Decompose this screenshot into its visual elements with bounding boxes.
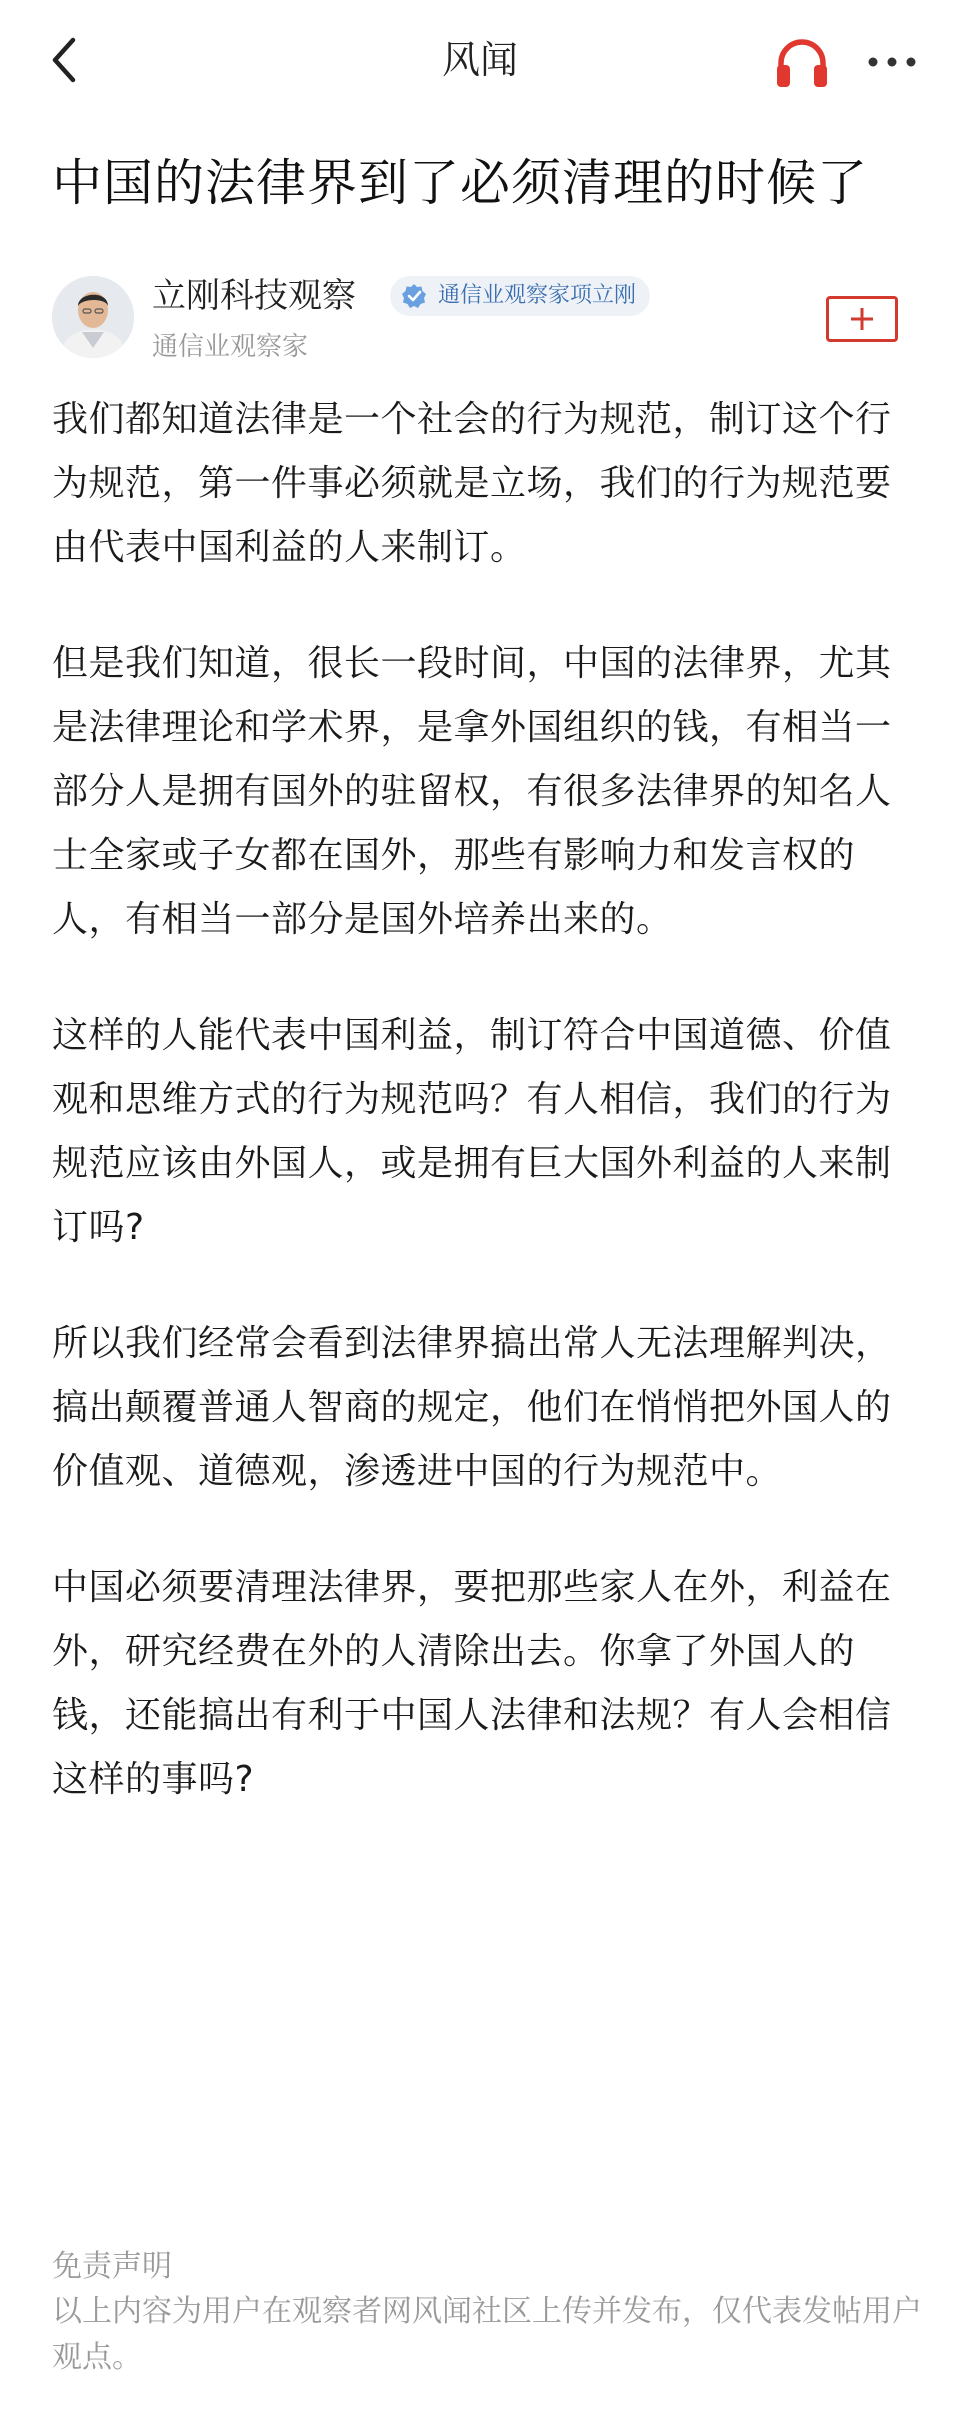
article-body — [52, 388, 914, 1864]
disclaimer-text: 以上内容为用户在观察者网风闻社区上传并发布，仅代表发帖用户观点。 — [52, 2294, 922, 2375]
plus-icon — [848, 305, 876, 333]
article-paragraph: 中国必须要清理法律界，要把那些家人在外，利益在外，研究经费在外的人清除出去。你拿了外国人的钱，还能搞出有利于中国人法律和法规？有人会相信这样的事吗? — [52, 1567, 892, 1800]
follow-button[interactable] — [826, 296, 898, 342]
disclaimer-title: 免责声明 — [52, 2249, 172, 2284]
author-info — [52, 272, 912, 368]
avatar-portrait-icon — [52, 276, 134, 358]
headphones-icon — [773, 35, 831, 89]
author-subtitle: 通信业观察家 — [152, 332, 309, 362]
nav-title-text: 风闻 — [441, 38, 518, 82]
verified-badge-icon — [400, 282, 428, 310]
disclaimer — [52, 2245, 932, 2381]
audio-play-button[interactable] — [770, 30, 834, 94]
article-paragraph: 这样的人能代表中国利益，制订符合中国道德、价值观和思维方式的行为规范吗？有人相信，我们的行为规范应该由外国人，或是拥有巨大国外利益的人来制订吗? — [52, 1015, 892, 1248]
article-paragraph: 所以我们经常会看到法律界搞出常人无法理解判决，搞出颠覆普通人智商的规定，他们在悄悄把外国人的价值观、道德观，渗透进中国的行为规范中。 — [52, 1323, 892, 1492]
author-avatar[interactable] — [52, 276, 134, 358]
top-navigation-bar — [0, 0, 960, 128]
article-title: 中国的法律界到了必须清理的时候了 — [52, 154, 868, 212]
more-options-button[interactable] — [860, 30, 924, 94]
verified-badge-text: 通信业观察家项立刚 — [438, 283, 637, 308]
verified-badge — [390, 276, 650, 316]
article-paragraph: 我们都知道法律是一个社会的行为规范，制订这个行为规范，第一件事必须就是立场，我们的行为规范要由代表中国利益的人来制订。 — [52, 399, 892, 568]
article-paragraph: 但是我们知道，很长一段时间，中国的法律界，尤其是法律理论和学术界，是拿外国组织的钱，有相当一部分人是拥有国外的驻留权，有很多法律界的知名人士全家或子女都在国外，那些有影响力和发言权的人，有相当一部分是国外培养出来的。 — [52, 643, 892, 940]
author-name[interactable]: 立刚科技观察 — [152, 276, 356, 316]
more-dots-icon — [867, 56, 917, 68]
